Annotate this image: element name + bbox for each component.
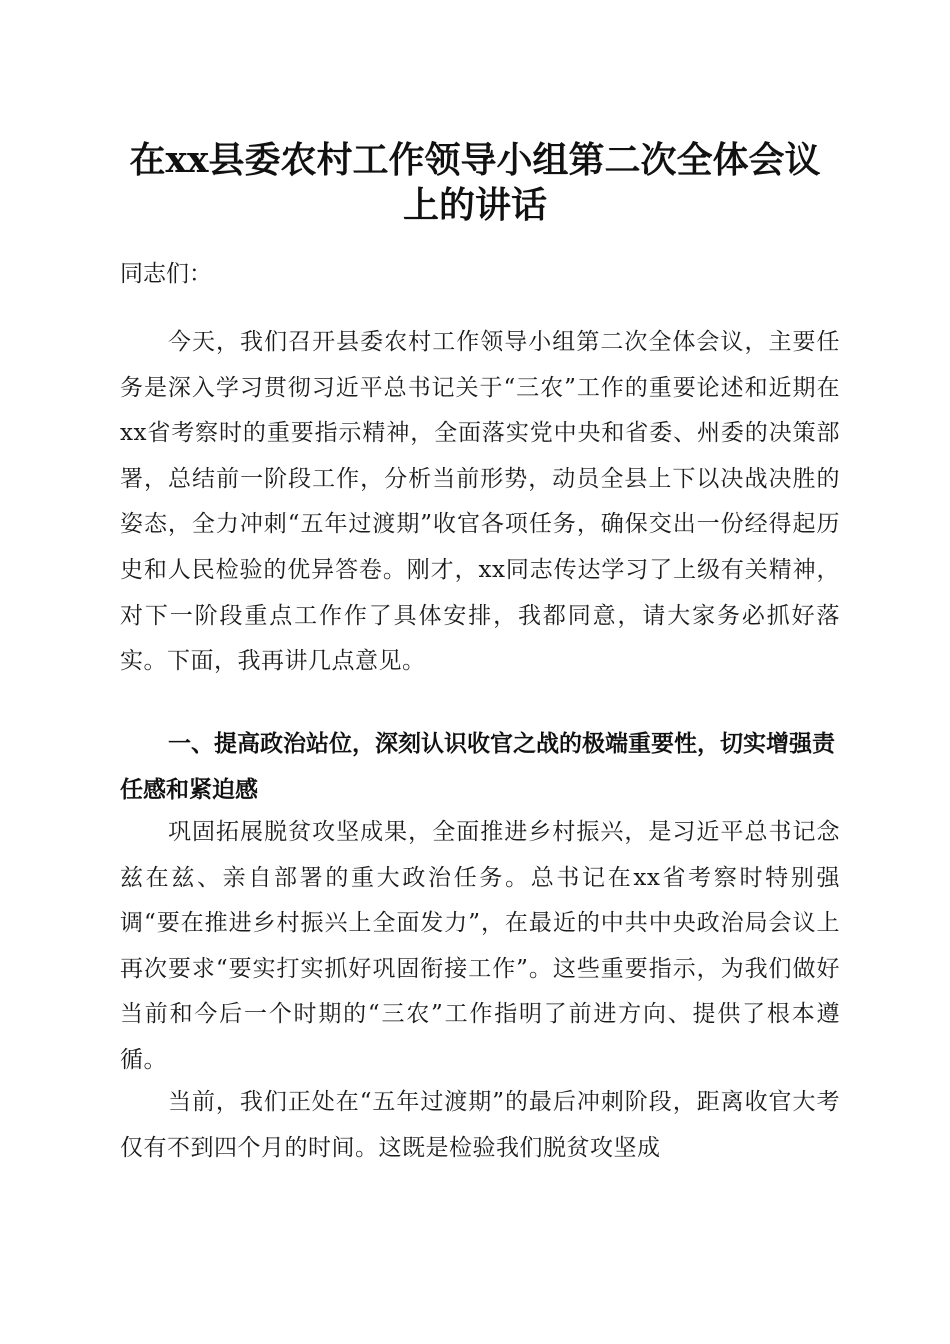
body-paragraph-3: 当前，我们正处在“五年过渡期”的最后冲刺阶段，距离收官大考仅有不到四个月的时间。这既是检验我们脱贫攻坚成 — [120, 1089, 840, 1161]
body-paragraph-3-block — [120, 1080, 840, 1171]
document-title-line-1: 在xx县委农村工作领导小组第二次全体会议 — [129, 139, 821, 181]
body-paragraph-1-block — [120, 320, 840, 685]
document-title-line-2: 上的讲话 — [402, 184, 547, 226]
salutation: 同志们： — [120, 261, 212, 287]
body-paragraph-1: 今天，我们召开县委农村工作领导小组第二次全体会议，主要任务是深入学习贯彻习近平总书记关于“三农”工作的重要论述和近期在xx省考察时的重要指示精神，全面落实党中央和省委、州委的决策部署，总结前一阶段工作，分析当前形势，动员全县上下以决战决胜的姿态，全力冲刺“五年过渡期”收官各项任务，确保交出一份经得起历史和人民检验的优异答卷。刚才，xx同志传达学习了上级有关精神，对下一阶段重点工作作了具体安排，我都同意，请大家务必抓好落实。下面，我再讲几点意见。 — [120, 329, 840, 675]
body-paragraph-2: 巩固拓展脱贫攻坚成果，全面推进乡村振兴，是习近平总书记念兹在兹、亲自部署的重大政治任务。总书记在xx省考察时特别强调“要在推进乡村振兴上全面发力”，在最近的中共中央政治局会议上再次要求“要实打实抓好巩固衔接工作”。这些重要指示，为我们做好当前和今后一个时期的“三农”工作指明了前进方向、提供了根本遵循。 — [120, 819, 840, 1073]
body-paragraph-2-block — [120, 810, 840, 1084]
section-heading-1: 一、提高政治站位，深刻认识收官之战的极端重要性，切实增强责任感和紧迫感 — [120, 731, 835, 803]
